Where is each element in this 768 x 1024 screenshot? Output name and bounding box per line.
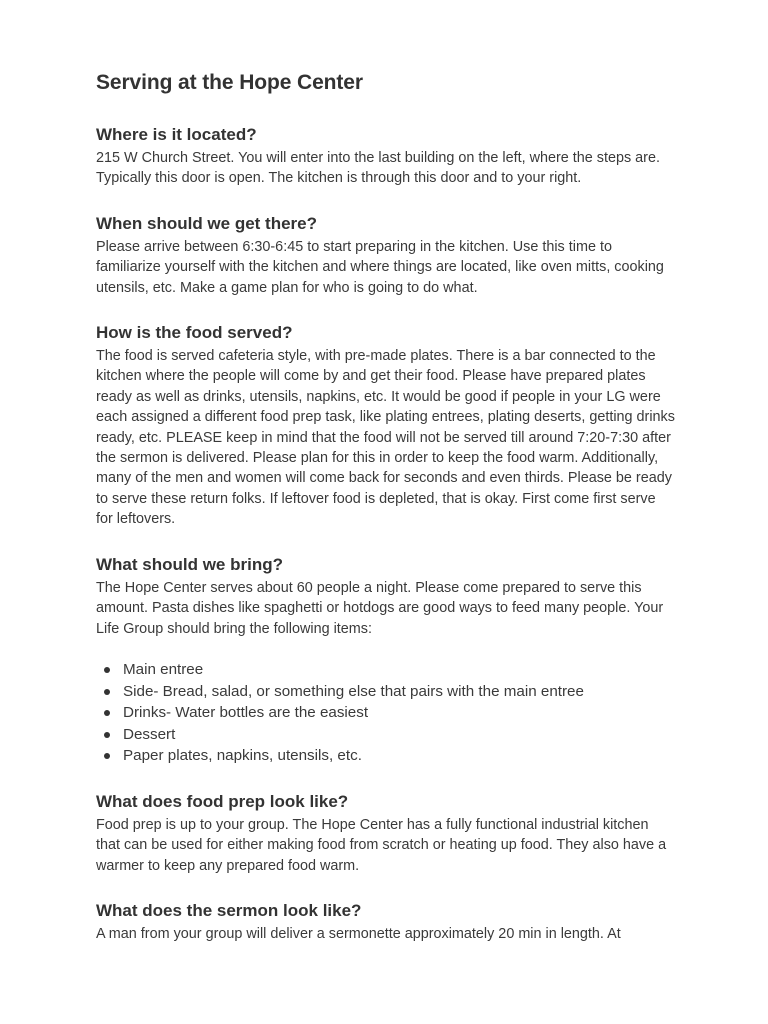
section-body: Please arrive between 6:30-6:45 to start preparing in the kitchen. Use this time to familiarize yourself with the kitchen and where things are located, like oven mitts, cooking utensils, etc. Make a game plan for who is going to do what. — [96, 238, 664, 296]
section-food-prep — [96, 791, 676, 876]
section-body: The Hope Center serves about 60 people a night. Please come prepared to serve this amount. Pasta dishes like spaghetti or hotdogs are good ways to feed many people. Your Life Group should bring the following items: — [96, 579, 664, 637]
section-heading: What does food prep look like? — [96, 791, 349, 811]
section-heading: Where is it located? — [96, 125, 257, 144]
list-item-text: Paper plates, napkins, utensils, etc. — [123, 747, 362, 765]
section-food-service — [96, 322, 676, 530]
bring-items-list — [96, 659, 676, 767]
list-item — [104, 659, 676, 681]
bullet-icon — [104, 732, 110, 738]
list-item — [104, 702, 676, 724]
document-page — [96, 68, 676, 969]
bullet-icon — [104, 689, 110, 695]
section-body: The food is served cafeteria style, with pre-made plates. There is a bar connected to the kitchen where the people will come by and get their food. Please have prepared plates ready as well as drinks, utensils, napkins, etc. It would be good if people in your LG were each assigned a different food prep task, like plating entrees, plating deserts, getting drinks ready, etc. PLEASE keep in mind that the food will not be served till around 7:20-7:30 after the sermon is delivered. Please plan for this in order to keep the food warm. Additionally, many of the men and women will come back for seconds and even thirds. Please be ready to serve these return folks. If leftover food is depleted, that is okay. First come first serve for leftovers. — [96, 348, 675, 528]
section-what-to-bring — [96, 554, 676, 767]
section-heading: When should we get there? — [96, 213, 318, 233]
bullet-icon — [104, 753, 110, 759]
section-heading: How is the food served? — [96, 323, 293, 343]
list-item-text: Dessert — [123, 725, 176, 743]
section-arrival-time — [96, 213, 676, 298]
section-body: A man from your group will deliver a sermonette approximately 20 min in length. At — [96, 926, 621, 943]
section-body: 215 W Church Street. You will enter into the last building on the left, where the steps are. Typically this door is open. The kitchen is through this door and to your right. — [96, 150, 660, 187]
list-item-text: Side- Bread, salad, or something else that pairs with the main entree — [123, 682, 584, 700]
section-heading: What does the sermon look like? — [96, 901, 362, 921]
list-item-text: Drinks- Water bottles are the easiest — [123, 704, 369, 722]
section-sermon — [96, 900, 676, 944]
list-item — [104, 681, 676, 703]
bullet-icon — [104, 710, 110, 716]
section-heading: What should we bring? — [96, 554, 283, 574]
section-location — [96, 124, 676, 189]
section-body: Food prep is up to your group. The Hope Center has a fully functional industrial kitchen that can be used for either making food from scratch or heating up food. They also have a warmer to keep any prepared food warm. — [96, 816, 667, 874]
bullet-icon — [104, 667, 110, 673]
list-item-text: Main entree — [123, 660, 204, 678]
list-item — [104, 724, 676, 746]
page-title: Serving at the Hope Center — [96, 71, 363, 94]
list-item — [104, 745, 676, 767]
